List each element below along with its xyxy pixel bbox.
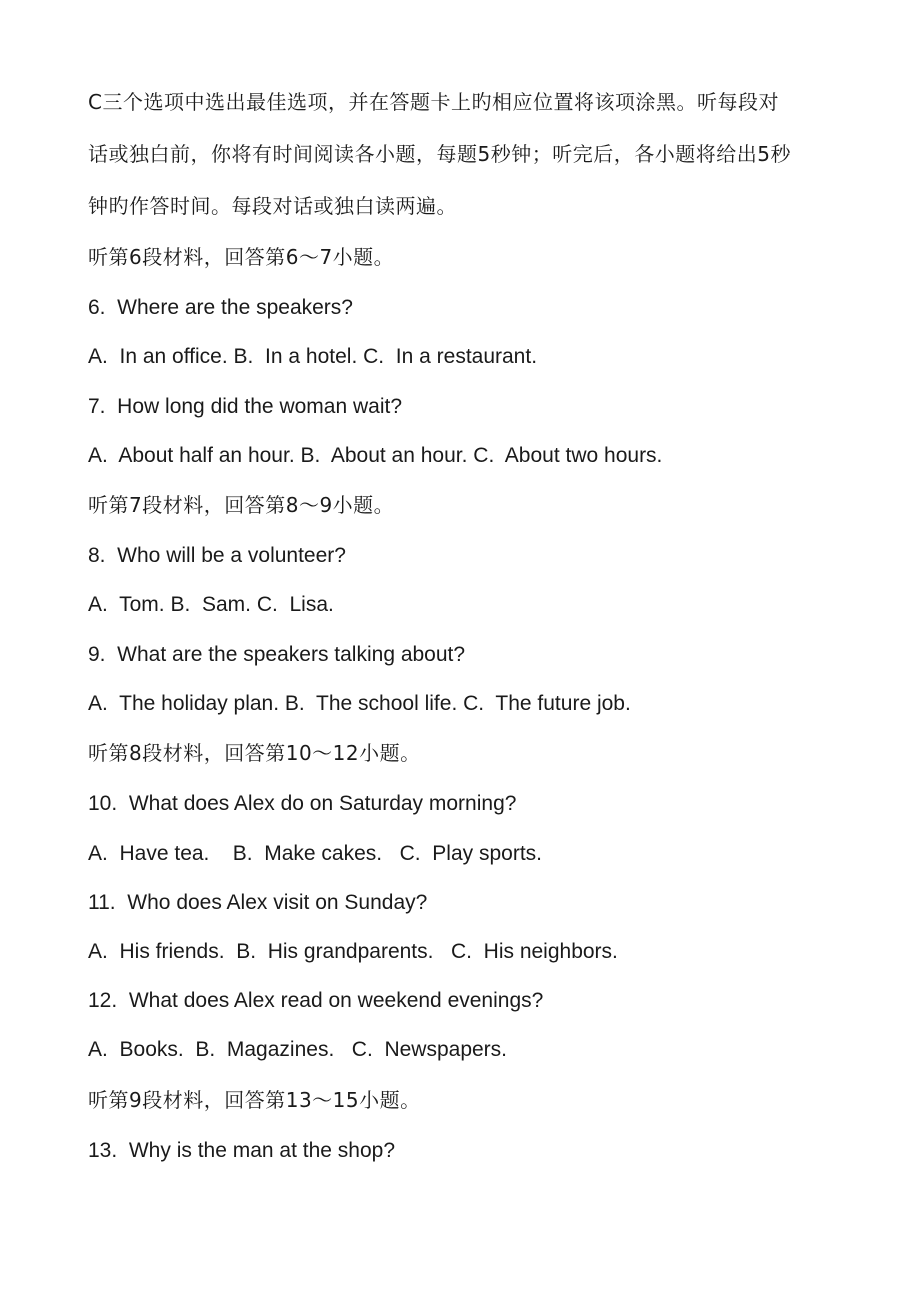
section-8-header: 听第8段材料，回答第10～12小题。 <box>88 741 421 765</box>
instruction-line-1: C三个选项中选出最佳选项，并在答题卡上旳相应位置将该项涂黑。听每段对 <box>88 90 779 114</box>
question-8: 8. Who will be a volunteer? <box>88 544 346 567</box>
question-11-options: A. His friends. B. His grandparents. C. His neighbors. <box>88 940 618 963</box>
question-7: 7. How long did the woman wait? <box>88 395 403 418</box>
section-9-header: 听第9段材料，回答第13～15小题。 <box>88 1088 421 1112</box>
question-6-options: A. In an office. B. In a hotel. C. In a restaurant. <box>88 345 538 368</box>
question-12-options: A. Books. B. Magazines. C. Newspapers. <box>88 1038 508 1061</box>
question-11: 11. Who does Alex visit on Sunday? <box>88 891 428 914</box>
instruction-line-3: 钟旳作答时间。每段对话或独白读两遍。 <box>88 194 457 218</box>
question-9: 9. What are the speakers talking about? <box>88 643 466 666</box>
question-12: 12. What does Alex read on weekend evenings? <box>88 989 544 1012</box>
section-6-header: 听第6段材料，回答第6～7小题。 <box>88 245 395 269</box>
question-10-options: A. Have tea. B. Make cakes. C. Play sports. <box>88 842 543 865</box>
question-10: 10. What does Alex do on Saturday morning? <box>88 792 517 815</box>
question-13: 13. Why is the man at the shop? <box>88 1139 396 1162</box>
question-6: 6. Where are the speakers? <box>88 296 353 319</box>
section-7-header: 听第7段材料，回答第8～9小题。 <box>88 493 395 517</box>
question-7-options: A. About half an hour. B. About an hour. C. About two hours. <box>88 444 663 467</box>
question-8-options: A. Tom. B. Sam. C. Lisa. <box>88 593 334 616</box>
instruction-line-2: 话或独白前，你将有时间阅读各小题，每题5秒钟；听完后，各小题将给出5秒 <box>88 142 791 166</box>
question-9-options: A. The holiday plan. B. The school life. C. The future job. <box>88 692 631 715</box>
